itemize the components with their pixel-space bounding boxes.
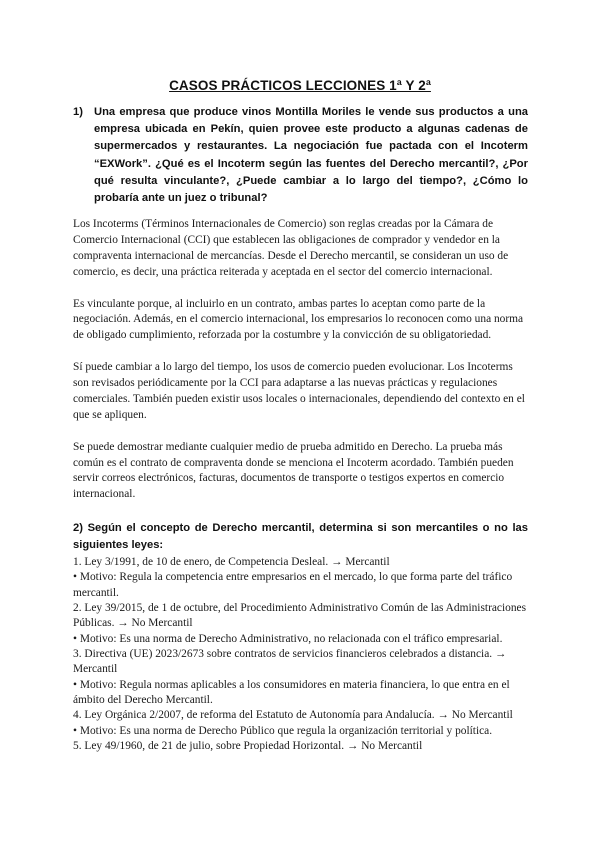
answer-1-paragraph: Los Incoterms (Términos Internacionales de Comercio) son reglas creadas por la Cámara de Comercio Internacional (CCI) que establecen las obligaciones de comprador y vendedor en la compraventa internacional de mercancías. Desde el Derecho mercantil, se consideran un uso de comercio, es decir, una práctica reiterada y aceptada en el sector del comercio internacional. bbox=[73, 218, 509, 278]
page-title: CASOS PRÁCTICOS LECCIONES 1ª Y 2ª bbox=[169, 78, 431, 93]
answer-1 bbox=[73, 217, 528, 519]
law-item: 5. Ley 49/1960, de 21 de julio, sobre Propiedad Horizontal. → No Mercantil bbox=[73, 740, 423, 753]
question-1-text: Una empresa que produce vinos Montilla Moriles le vende sus productos a una empresa ubicada en Pekín, quien provee este producto a algunas cadenas de supermercados y restaurantes. La negociación fue pactada con el Incoterm “EXWork”. ¿Qué es el Incoterm según las fuentes del Derecho mercantil?, ¿Por qué resulta vinculante?, ¿Puede cambiar a lo largo del tiempo?, ¿Cómo lo probaría ante un juez o tribunal? bbox=[94, 106, 528, 205]
law-reason: • Motivo: Regula la competencia entre empresarios en el mercado, lo que forma parte del tráfico mercantil. bbox=[73, 571, 513, 599]
answer-2-list bbox=[73, 555, 533, 754]
answer-1-paragraph: Sí puede cambiar a lo largo del tiempo, los usos de comercio pueden evolucionar. Los Incoterms son revisados periódicamente por la CCI para adaptarse a las nuevas prácticas y regulaciones comerciales. También pueden existir usos locales o internacionales, dependiendo del contexto en el que se apliquen. bbox=[73, 361, 525, 421]
law-item: 4. Ley Orgánica 2/2007, de reforma del Estatuto de Autonomía para Andalucía. → No Mercantil bbox=[73, 709, 513, 722]
law-item: 3. Directiva (UE) 2023/2673 sobre contratos de servicios financieros celebrados a distancia. → Mercantil bbox=[73, 648, 507, 676]
question-1 bbox=[73, 104, 528, 207]
law-reason: • Motivo: Regula normas aplicables a los consumidores en materia financiera, lo que entra en el ámbito del Derecho Mercantil. bbox=[73, 678, 510, 707]
law-reason: • Motivo: Es una norma de Derecho Público que regula la organización territorial y política. bbox=[73, 724, 493, 737]
law-item: 2. Ley 39/2015, de 1 de octubre, del Procedimiento Administrativo Común de las Administraciones Públicas. → No Mercantil bbox=[73, 602, 527, 630]
answer-1-paragraph: Se puede demostrar mediante cualquier medio de prueba admitido en Derecho. La prueba más común es el contrato de compraventa donde se menciona el Incoterm acordado. También pueden servir correos electrónicos, facturas, documentos de transporte o testigos expertos en comercio internacional. bbox=[73, 440, 514, 501]
answer-1-paragraph: Es vinculante porque, al incluirlo en un contrato, ambas partes lo aceptan como parte de la negociación. Además, en el comercio internacional, los empresarios lo reconocen como una norma de obligado cumplimiento, reforzada por la costumbre y la convicción de su obligatoriedad. bbox=[73, 297, 524, 342]
law-item: 1. Ley 3/1991, de 10 de enero, de Competencia Desleal. → Mercantil bbox=[73, 556, 390, 568]
question-1-number: 1) bbox=[73, 106, 83, 118]
law-reason: • Motivo: Es una norma de Derecho Administrativo, no relacionada con el tráfico empresarial. bbox=[73, 632, 503, 645]
question-2-text: 2) Según el concepto de Derecho mercantil, determina si son mercantiles o no las siguientes leyes: bbox=[73, 522, 528, 552]
